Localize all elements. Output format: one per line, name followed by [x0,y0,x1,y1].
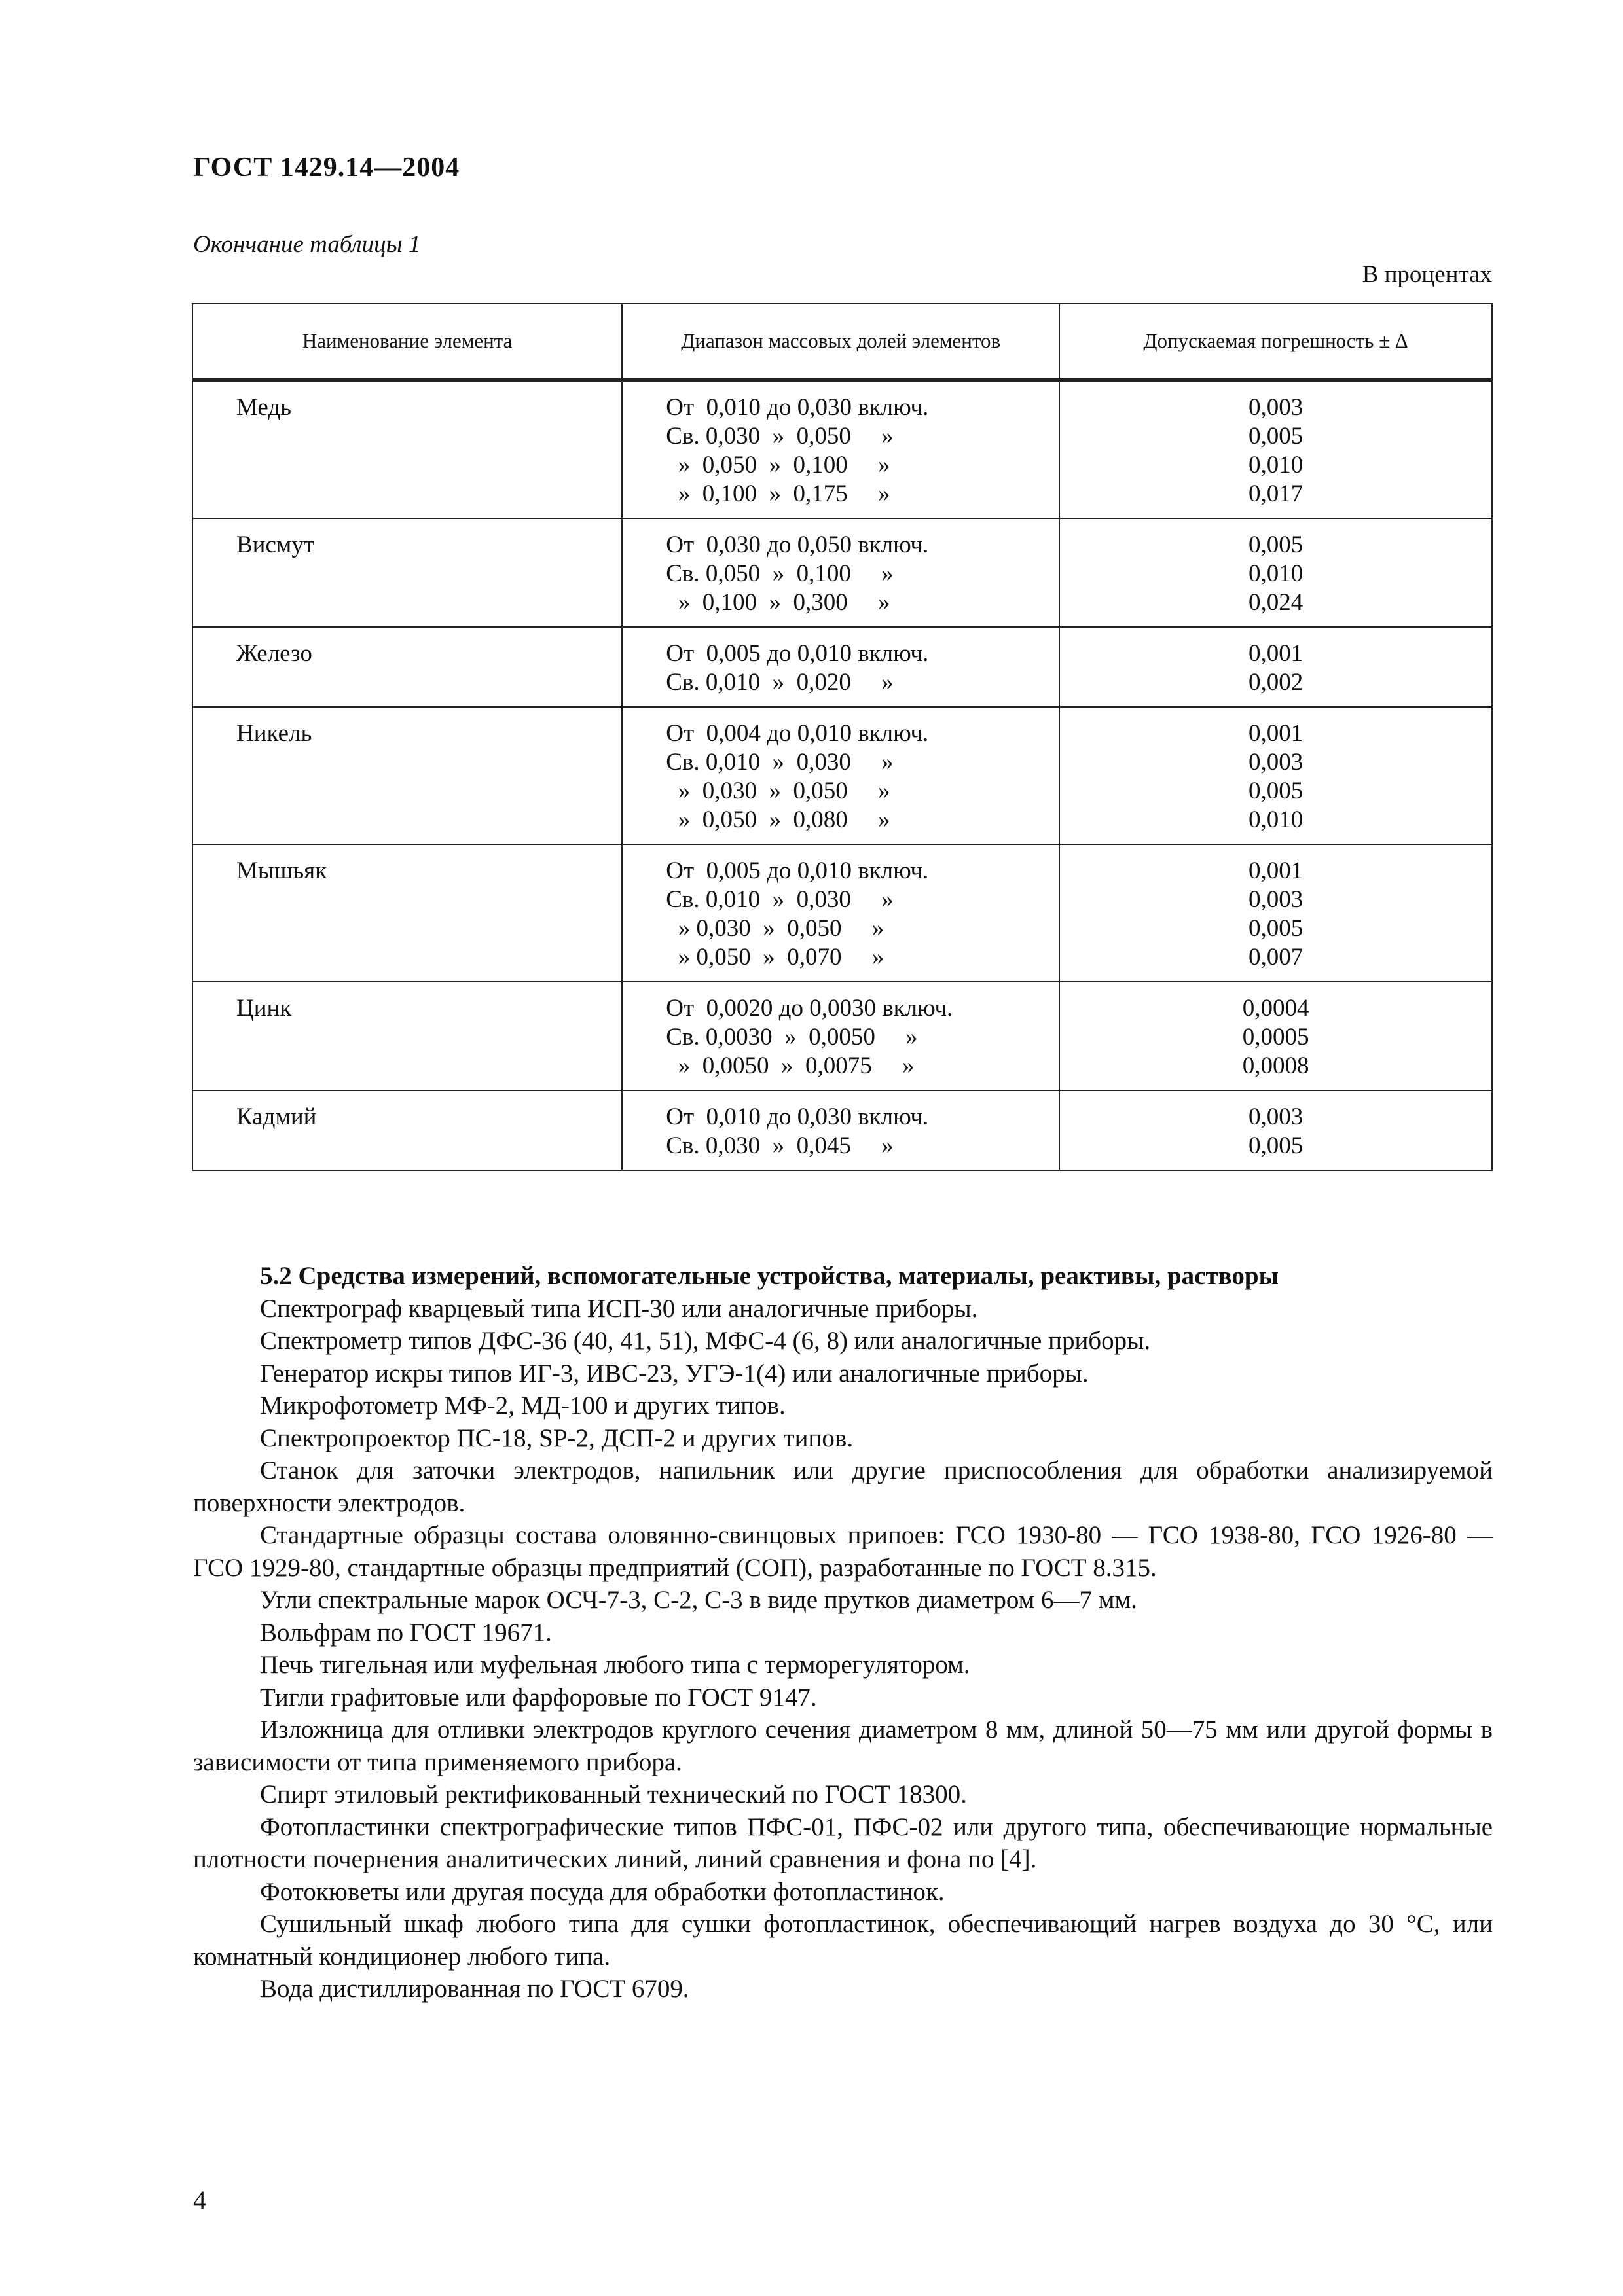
element-name-cell: Железо [192,627,622,707]
section-5-2 [193,1260,1493,2005]
range-line: От 0,005 до 0,010 включ. [666,640,929,667]
paragraph: Вода дистиллированная по ГОСТ 6709. [260,1975,689,2003]
column-header: Допускаемая погрешность ± Δ [1059,304,1492,380]
range-line: » 0,050 » 0,080 » [666,806,890,833]
column-header: Диапазон массовых долей элементов [622,304,1059,380]
range-line: » 0,050 » 0,070 » [666,944,884,971]
element-name-cell: Кадмий [192,1090,622,1170]
tolerance-value: 0,005 [1248,778,1304,804]
range-line: » 0,100 » 0,300 » [666,589,890,616]
tolerance-value: 0,0004 [1242,995,1309,1022]
tolerance-cell [1059,707,1492,844]
table-row [192,518,1492,627]
tolerance-value: 0,002 [1248,669,1304,696]
range-line: Св. 0,010 » 0,030 » [666,886,894,913]
table-row [192,707,1492,844]
range-line: От 0,004 до 0,010 включ. [666,720,929,747]
tolerance-cell [1059,518,1492,627]
range-cell [622,707,1059,844]
tolerance-value: 0,005 [1248,531,1304,558]
tolerance-value: 0,0008 [1242,1052,1309,1079]
paragraph: Печь тигельная или муфельная любого типа с терморегулятором. [260,1651,970,1679]
element-name-cell: Висмут [192,518,622,627]
range-cell [622,844,1059,982]
paragraph: Угли спектральные марок ОСЧ-7-3, С-2, С-3 в виде прутков диаметром 6—7 мм. [260,1586,1137,1614]
range-line: » 0,030 » 0,050 » [666,915,884,942]
paragraph: Сушильный шкаф любого типа для сушки фотопластинок, обеспечивающий нагрев воздуха до 30 °С, или комнатный кондиционер любого типа. [193,1910,1493,1971]
paragraph: Спектропроектор ПС-18, SP-2, ДСП-2 и других типов. [260,1424,854,1452]
paragraph: Тигли графитовые или фарфоровые по ГОСТ 9147. [260,1683,817,1712]
table-row [192,1090,1492,1170]
section-heading: 5.2 Средства измерений, вспомогательные устройства, материалы, реактивы, растворы [260,1262,1279,1290]
element-name-cell: Мышьяк [192,844,622,982]
tolerance-value: 0,010 [1248,452,1304,478]
range-line: От 0,005 до 0,010 включ. [666,857,929,884]
paragraph: Генератор искры типов ИГ-3, ИВС-23, УГЭ-1(4) или аналогичные приборы. [260,1359,1089,1388]
tolerance-value: 0,001 [1248,640,1304,667]
tolerance-value: 0,003 [1248,886,1304,913]
element-name-cell: Цинк [192,982,622,1090]
tolerance-value: 0,003 [1248,1103,1304,1130]
range-line: » 0,0050 » 0,0075 » [666,1052,915,1079]
tolerance-value: 0,010 [1248,560,1304,587]
paragraph: Спектрометр типов ДФС-36 (40, 41, 51), МФС-4 (6, 8) или аналогичные приборы. [260,1327,1151,1355]
element-name-cell: Медь [192,380,622,518]
paragraph: Спирт этиловый ректификованный технический по ГОСТ 18300. [260,1780,967,1808]
tolerance-cell [1059,982,1492,1090]
document-title: ГОСТ 1429.14—2004 [193,152,460,183]
tolerance-value: 0,017 [1248,480,1304,507]
range-line: Св. 0,050 » 0,100 » [666,560,894,587]
tolerance-cell [1059,380,1492,518]
tolerance-value: 0,001 [1248,720,1304,747]
paragraph: Вольфрам по ГОСТ 19671. [260,1618,552,1647]
range-line: Св. 0,010 » 0,030 » [666,749,894,776]
page-number: 4 [193,2185,206,2215]
range-cell [622,1090,1059,1170]
column-header: Наименование элемента [192,304,622,380]
tolerance-value: 0,003 [1248,394,1304,421]
tolerance-value: 0,005 [1248,1132,1304,1159]
table-row [192,627,1492,707]
data-table [192,303,1493,1171]
range-line: Св. 0,0030 » 0,0050 » [666,1024,918,1050]
paragraph: Микрофотометр МФ-2, МД-100 и других типов. [260,1391,786,1420]
range-line: От 0,0020 до 0,0030 включ. [666,995,953,1022]
element-name-cell: Никель [192,707,622,844]
tolerance-cell [1059,1090,1492,1170]
tolerance-value: 0,0005 [1242,1024,1309,1050]
paragraph: Изложница для отливки электродов круглого сечения диаметром 8 мм, длиной 50—75 мм или другой формы в зависимости от типа применяемого прибора. [193,1715,1493,1776]
table-row [192,982,1492,1090]
tolerance-value: 0,007 [1248,944,1304,971]
range-line: Св. 0,030 » 0,045 » [666,1132,894,1159]
paragraph: Фотопластинки спектрографические типов ПФС-01, ПФС-02 или другого типа, обеспечивающие нормальные плотности почернения аналитических линий, линий сравнения и фона по [4]. [193,1812,1493,1873]
table-units: В процентах [1362,261,1492,288]
tolerance-cell [1059,844,1492,982]
tolerance-value: 0,003 [1248,749,1304,776]
tolerance-cell [1059,627,1492,707]
table-caption: Окончание таблицы 1 [193,231,421,258]
tolerance-value: 0,010 [1248,806,1304,833]
paragraph: Стандартные образцы состава оловянно-свинцовых припоев: ГСО 1930-80 — ГСО 1938-80, ГСО 1926-80 — ГСО 1929-80, стандартные образцы предприятий (СОП), разработанные по ГОСТ 8.315. [193,1521,1493,1582]
paragraph: Спектрограф кварцевый типа ИСП-30 или аналогичные приборы. [260,1294,978,1323]
range-line: » 0,100 » 0,175 » [666,480,890,507]
paragraph: Фотокюветы или другая посуда для обработки фотопластинок. [260,1877,945,1906]
table-row [192,380,1492,518]
range-line: От 0,010 до 0,030 включ. [666,1103,929,1130]
range-cell [622,982,1059,1090]
tolerance-value: 0,005 [1248,423,1304,450]
table-header-row [192,304,1492,380]
tolerance-value: 0,001 [1248,857,1304,884]
range-cell [622,518,1059,627]
range-line: От 0,030 до 0,050 включ. [666,531,929,558]
range-line: » 0,050 » 0,100 » [666,452,890,478]
range-cell [622,627,1059,707]
tolerance-value: 0,024 [1248,589,1304,616]
range-line: Св. 0,010 » 0,020 » [666,669,894,696]
range-cell [622,380,1059,518]
table-row [192,844,1492,982]
range-line: » 0,030 » 0,050 » [666,778,890,804]
range-line: От 0,010 до 0,030 включ. [666,394,929,421]
range-line: Св. 0,030 » 0,050 » [666,423,894,450]
paragraph: Станок для заточки электродов, напильник или другие приспособления для обработки анализируемой поверхности электродов. [193,1456,1493,1517]
tolerance-value: 0,005 [1248,915,1304,942]
